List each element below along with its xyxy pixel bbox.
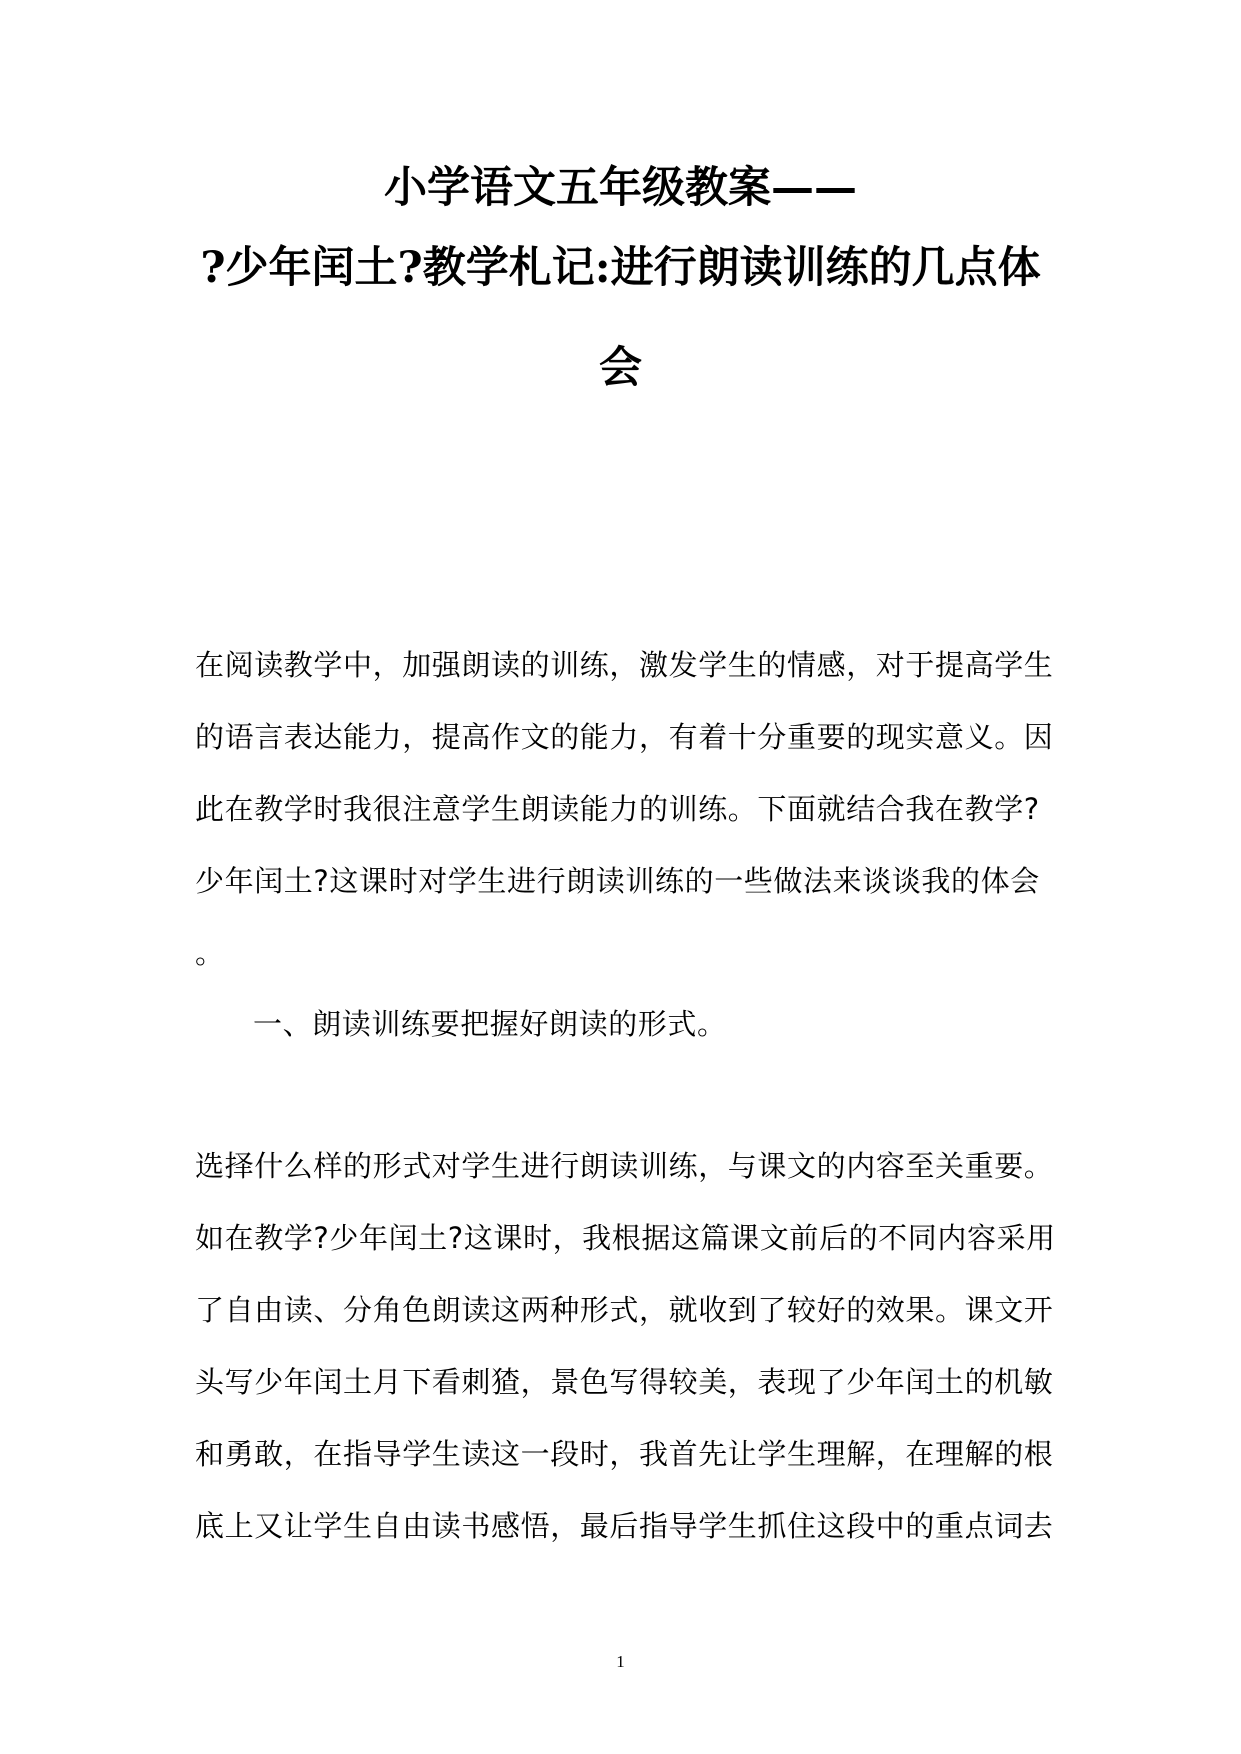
paragraph-2-line: 底上又让学生自由读书感悟，最后指导学生抓住这段中的重点词去 [195, 1509, 1054, 1543]
title-line-1: 小学语文五年级教案—— [384, 163, 857, 213]
page-number: 1 [616, 1652, 625, 1671]
paragraph-1-line: 。 [195, 936, 225, 970]
title-line-3: 会 [599, 343, 642, 393]
paragraph-2-line: 选择什么样的形式对学生进行朗读训练，与课文的内容至关重要。 [195, 1149, 1054, 1183]
title-line-2: ?少年闰土?教学札记:进行朗读训练的几点体 [200, 243, 1041, 293]
paragraph-1-line: 在阅读教学中，加强朗读的训练，激发学生的情感，对于提高学生 [195, 648, 1054, 682]
paragraph-1-line: 少年闰土?这课时对学生进行朗读训练的一些做法来谈谈我的体会 [195, 864, 1040, 898]
paragraph-2-line: 了自由读、分角色朗读这两种形式，就收到了较好的效果。课文开 [195, 1293, 1054, 1327]
section-heading: 一、朗读训练要把握好朗读的形式。 [253, 1007, 727, 1041]
paragraph-1-line: 的语言表达能力，提高作文的能力，有着十分重要的现实意义。因 [195, 720, 1054, 754]
paragraph-2-line: 头写少年闰土月下看刺猹，景色写得较美，表现了少年闰土的机敏 [195, 1365, 1054, 1399]
paragraph-2-line: 和勇敢，在指导学生读这一段时，我首先让学生理解，在理解的根 [195, 1437, 1054, 1471]
paragraph-2-line: 如在教学?少年闰土?这课时，我根据这篇课文前后的不同内容采用 [195, 1221, 1056, 1255]
paragraph-1-line: 此在教学时我很注意学生朗读能力的训练。下面就结合我在教学? [195, 792, 1040, 826]
